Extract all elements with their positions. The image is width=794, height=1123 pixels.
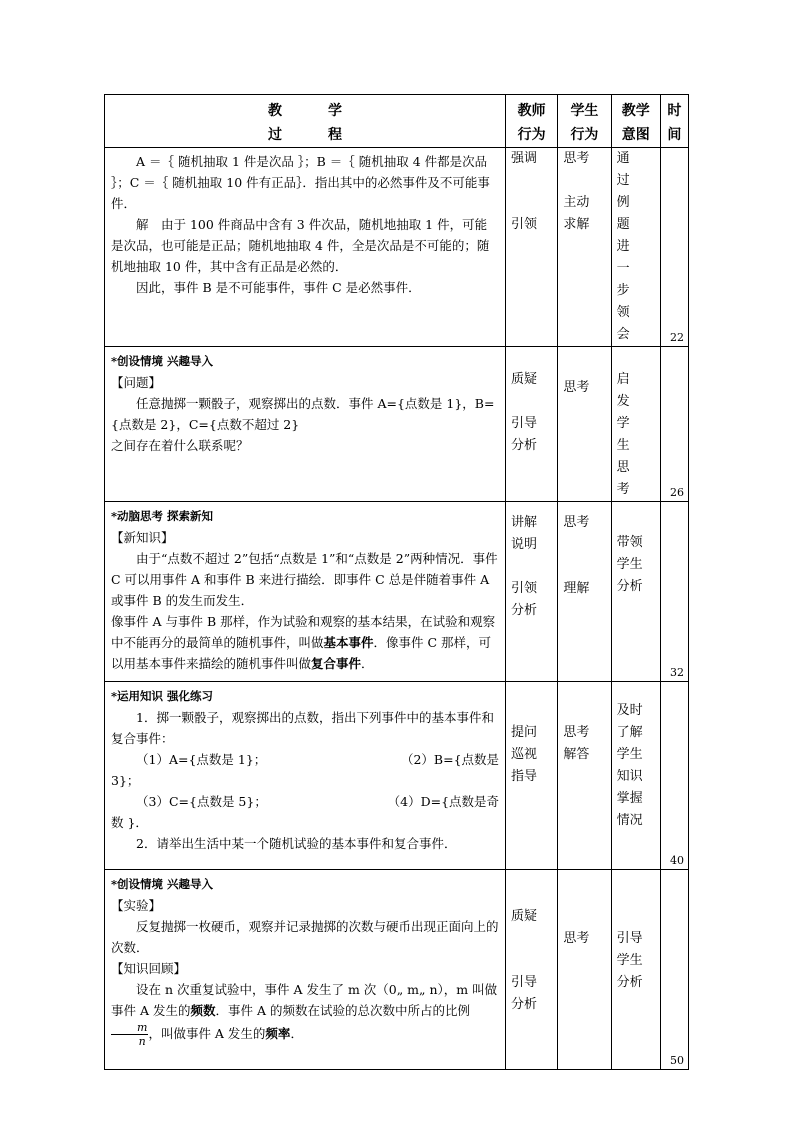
time-cell: 50 bbox=[660, 870, 688, 1070]
intent-cell: 及时了解学生知识掌握情况 bbox=[611, 682, 660, 870]
header-process: 教 学 过 程 bbox=[105, 95, 506, 148]
teacher-cell: 质疑 引导 分析 bbox=[506, 870, 558, 1070]
table-row bbox=[105, 347, 689, 502]
header-row bbox=[105, 95, 689, 148]
header-teacher: 教师 行为 bbox=[506, 95, 558, 148]
intent-cell: 引导学生分析 bbox=[611, 870, 660, 1070]
time-cell: 22 bbox=[660, 148, 688, 347]
student-cell: 思考 bbox=[558, 347, 611, 502]
student-cell: 思考 主动 求解 bbox=[558, 148, 611, 347]
time-cell: 40 bbox=[660, 682, 688, 870]
student-cell: 思考 解答 bbox=[558, 682, 611, 870]
process-cell: *运用知识 强化练习 1．掷一颗骰子，观察掷出的点数，指出下列事件中的基本事件和复合事件： （1）A={点数是 1}； （2）B={点数是 3}； （3）C={点数是 5}； （4）D={点数是奇 数 }． 2．请举出生活中某一个随机试验的基本事件和复合事件． bbox=[105, 682, 506, 870]
intent-cell: 带领学生分析 bbox=[611, 502, 660, 682]
intent-cell: 启发学生思考 bbox=[611, 347, 660, 502]
header-time: 时 间 bbox=[660, 95, 688, 148]
process-cell: *创设情境 兴趣导入 【问题】 任意抛掷一颗骰子，观察掷出的点数．事件 A={点数是 1}，B={点数是 2}，C={点数不超过 2} 之间存在着什么联系呢？ bbox=[105, 347, 506, 502]
header-student: 学生 行为 bbox=[558, 95, 611, 148]
header-intent: 教学 意图 bbox=[611, 95, 660, 148]
teacher-cell: 强调 引领 bbox=[506, 148, 558, 347]
lesson-plan-table bbox=[104, 94, 689, 1070]
time-cell: 26 bbox=[660, 347, 688, 502]
table-row bbox=[105, 682, 689, 870]
table-row bbox=[105, 148, 689, 347]
process-cell: *创设情境 兴趣导入 【实验】 反复抛掷一枚硬币，观察并记录抛掷的次数与硬币出现正面向上的次数． 【知识回顾】 设在 n 次重复试验中，事件 A 发生了 m 次（0„ m„ n），m 叫做事件 A 发生的频数．事件 A 的频数在试验的总次数中所占的比例 $\frac{m}{n}$ ，叫做事件 A 发生的频率． bbox=[105, 870, 506, 1070]
process-cell: *动脑思考 探索新知 【新知识】 由于“点数不超过 2”包括“点数是 1”和“点数是 2”两种情况．事件 C 可以用事件 A 和事件 B 来进行描绘．即事件 C 总是伴随着事件 A 或事件 B 的发生而发生． 像事件 A 与事件 B 那样，作为试验和观察的基本结果，在试验和观察中不能再分的最简单的随机事件，叫做基本事件．像事件 C 那样，可以用基本事件来描绘的随机事件叫做复合事件． bbox=[105, 502, 506, 682]
time-cell: 32 bbox=[660, 502, 688, 682]
intent-cell: 通过例题进一步领会 bbox=[611, 148, 660, 347]
process-cell: A ＝｛ 随机抽取 1 件是次品 ｝；B ＝｛ 随机抽取 4 件都是次品 ｝；C ＝｛ 随机抽取 10 件有正品｝．指出其中的必然事件及不可能事件． 解 由于 100 件商品中含有 3 件次品，随机地抽取 1 件，可能是次品，也可能是正品；随机地抽取 4 件，全是次品是不可能的；随机地抽取 10 件，其中含有正品是必然的． 因此，事件 B 是不可能事件，事件 C 是必然事件． bbox=[105, 148, 506, 347]
teacher-cell: 质疑 引导 分析 bbox=[506, 347, 558, 502]
student-cell: 思考 理解 bbox=[558, 502, 611, 682]
table-row bbox=[105, 502, 689, 682]
teacher-cell: 讲解 说明 引领 分析 bbox=[506, 502, 558, 682]
fraction-m-over-n: $\frac{m}{n}$ bbox=[111, 1021, 148, 1048]
table-row bbox=[105, 870, 689, 1070]
student-cell: 思考 bbox=[558, 870, 611, 1070]
teacher-cell: 提问 巡视 指导 bbox=[506, 682, 558, 870]
